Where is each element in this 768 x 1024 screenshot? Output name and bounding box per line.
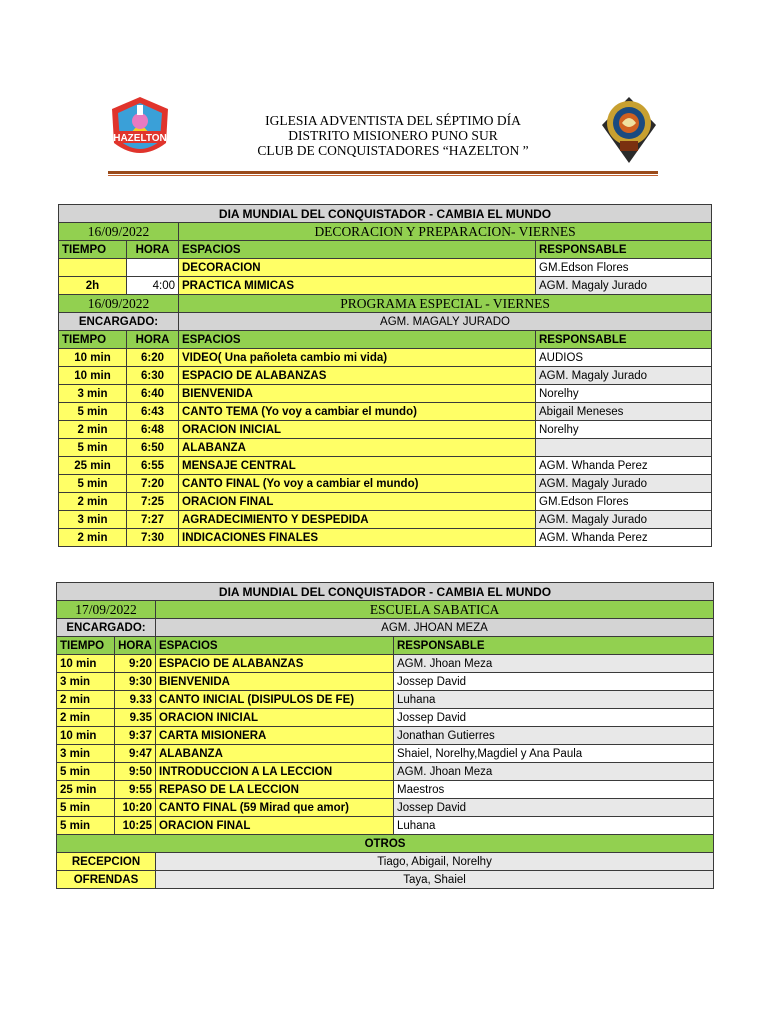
table-row [59,511,712,529]
tiempo-cell: 10 min [59,349,127,367]
club-name: CLUB DE CONQUISTADORES “HAZELTON ” [257,143,529,158]
section-date: 16/09/2022 [59,295,179,313]
encargado-value: AGM. MAGALY JURADO [179,313,712,331]
table-row [57,781,714,799]
table-row [57,727,714,745]
hora-cell: 6:50 [127,439,179,457]
section-date: 16/09/2022 [59,223,179,241]
espacio-cell: CARTA MISIONERA [156,727,394,745]
tiempo-cell: 25 min [59,457,127,475]
responsable-cell: GM.Edson Flores [536,259,712,277]
table-row [59,259,712,277]
hora-cell: 6:43 [127,403,179,421]
col-header-espacios: ESPACIOS [156,637,394,655]
espacio-cell: ORACION FINAL [156,817,394,835]
tiempo-cell: 10 min [57,655,115,673]
hora-cell: 7:30 [127,529,179,547]
responsable-cell [536,439,712,457]
friday-schedule-table [58,204,712,547]
tiempo-cell: 10 min [57,727,115,745]
table-row [57,709,714,727]
table-row [59,529,712,547]
responsable-cell: Maestros [394,781,714,799]
espacio-cell: CANTO TEMA (Yo voy a cambiar el mundo) [179,403,536,421]
table-row [57,655,714,673]
otros-value: Tiago, Abigail, Norelhy [156,853,714,871]
table-row [59,367,712,385]
table-row [59,403,712,421]
table-row [57,673,714,691]
col-header-hora: HORA [127,241,179,259]
espacio-cell: ESPACIO DE ALABANZAS [179,367,536,385]
espacio-cell: CANTO INICIAL (DISIPULOS DE FE) [156,691,394,709]
espacio-cell: CANTO FINAL (Yo voy a cambiar el mundo) [179,475,536,493]
responsable-cell: AGM. Magaly Jurado [536,475,712,493]
program-rows [59,349,712,547]
responsable-cell: GM.Edson Flores [536,493,712,511]
responsable-cell: Norelhy [536,421,712,439]
hora-cell: 6:40 [127,385,179,403]
church-name: IGLESIA ADVENTISTA DEL SÉPTIMO DÍA [265,113,521,128]
espacio-cell: ORACION INICIAL [179,421,536,439]
section-date: 17/09/2022 [57,601,156,619]
hora-cell: 6:30 [127,367,179,385]
col-header-responsable: RESPONSABLE [536,241,712,259]
table-row [59,421,712,439]
header-rule [108,171,658,174]
hora-cell: 9:30 [115,673,156,691]
espacio-cell: INDICACIONES FINALES [179,529,536,547]
table-row [59,475,712,493]
table-row [59,493,712,511]
column-header-row [59,331,712,349]
hora-cell: 9:37 [115,727,156,745]
hora-cell: 4:00 [127,277,179,295]
hora-cell: 6:20 [127,349,179,367]
espacio-cell: MENSAJE CENTRAL [179,457,536,475]
column-header-row [59,241,712,259]
tiempo-cell: 5 min [57,799,115,817]
section-header-row [59,295,712,313]
hora-cell: 9:50 [115,763,156,781]
hora-cell: 6:55 [127,457,179,475]
espacio-cell: VIDEO( Una pañoleta cambio mi vida) [179,349,536,367]
espacio-cell: ORACION FINAL [179,493,536,511]
table-row [59,349,712,367]
otros-header: OTROS [57,835,714,853]
hora-cell: 7:20 [127,475,179,493]
responsable-cell: Jossep David [394,673,714,691]
espacio-cell: ORACION INICIAL [156,709,394,727]
encargado-label: ENCARGADO: [59,313,179,331]
district-name: DISTRITO MISIONERO PUNO SUR [288,128,498,143]
section-name: PROGRAMA ESPECIAL - VIERNES [179,295,712,313]
hazelton-logo [108,95,172,165]
table-row [57,691,714,709]
espacio-cell: CANTO FINAL (59 Mirad que amor) [156,799,394,817]
tiempo-cell: 2h [59,277,127,295]
encargado-row [59,313,712,331]
table-row [59,385,712,403]
col-header-tiempo: TIEMPO [57,637,115,655]
responsable-cell: AUDIOS [536,349,712,367]
table-row [59,277,712,295]
espacio-cell: ALABANZA [179,439,536,457]
otros-row [57,853,714,871]
responsable-cell: Jonathan Gutierres [394,727,714,745]
hora-cell: 7:27 [127,511,179,529]
tiempo-cell: 2 min [59,493,127,511]
table-row [57,799,714,817]
responsable-cell: AGM. Magaly Jurado [536,277,712,295]
hora-cell: 9.35 [115,709,156,727]
tiempo-cell [59,259,127,277]
espacio-cell: INTRODUCCION A LA LECCION [156,763,394,781]
tiempo-cell: 10 min [59,367,127,385]
hora-cell: 9:55 [115,781,156,799]
table-row [59,439,712,457]
encargado-row [57,619,714,637]
table-title: DIA MUNDIAL DEL CONQUISTADOR - CAMBIA EL MUNDO [59,205,712,223]
hora-cell: 6:48 [127,421,179,439]
svg-text:HAZELTON: HAZELTON [113,133,167,144]
tiempo-cell: 2 min [59,421,127,439]
tiempo-cell: 5 min [59,403,127,421]
col-header-tiempo: TIEMPO [59,241,127,259]
tiempo-cell: 3 min [57,673,115,691]
hora-cell: 9:47 [115,745,156,763]
col-header-hora: HORA [127,331,179,349]
tiempo-cell: 5 min [59,439,127,457]
tiempo-cell: 3 min [57,745,115,763]
responsable-cell: Luhana [394,817,714,835]
escuela-rows [57,655,714,835]
otros-header-row [57,835,714,853]
espacio-cell: ALABANZA [156,745,394,763]
tiempo-cell: 5 min [57,763,115,781]
hora-cell [127,259,179,277]
espacio-cell: BIENVENIDA [156,673,394,691]
espacio-cell: AGRADECIMIENTO Y DESPEDIDA [179,511,536,529]
tiempo-cell: 2 min [57,709,115,727]
header-rule-thin [108,175,658,176]
table-row [57,763,714,781]
saturday-schedule-table [56,582,714,889]
espacio-cell: PRACTICA MIMICAS [179,277,536,295]
header-text [238,113,548,158]
encargado-label: ENCARGADO: [57,619,156,637]
table-row [59,457,712,475]
responsable-cell: Jossep David [394,799,714,817]
col-header-hora: HORA [115,637,156,655]
encargado-value: AGM. JHOAN MEZA [156,619,714,637]
otros-label: OFRENDAS [57,871,156,889]
hora-cell: 10:25 [115,817,156,835]
col-header-responsable: RESPONSABLE [536,331,712,349]
table-row [57,745,714,763]
section-name: ESCUELA SABATICA [156,601,714,619]
responsable-cell: AGM. Magaly Jurado [536,511,712,529]
espacio-cell: REPASO DE LA LECCION [156,781,394,799]
table-title: DIA MUNDIAL DEL CONQUISTADOR - CAMBIA EL MUNDO [57,583,714,601]
hora-cell: 9:20 [115,655,156,673]
responsable-cell: Abigail Meneses [536,403,712,421]
table-title-row [59,205,712,223]
col-header-espacios: ESPACIOS [179,241,536,259]
responsable-cell: Jossep David [394,709,714,727]
hora-cell: 10:20 [115,799,156,817]
otros-label: RECEPCION [57,853,156,871]
tiempo-cell: 5 min [59,475,127,493]
tiempo-cell: 3 min [59,511,127,529]
table-title-row [57,583,714,601]
col-header-tiempo: TIEMPO [59,331,127,349]
hora-cell: 7:25 [127,493,179,511]
espacio-cell: BIENVENIDA [179,385,536,403]
tiempo-cell: 5 min [57,817,115,835]
pathfinder-emblem-logo [598,95,660,165]
responsable-cell: Shaiel, Norelhy,Magdiel y Ana Paula [394,745,714,763]
tiempo-cell: 25 min [57,781,115,799]
responsable-cell: Luhana [394,691,714,709]
section-name: DECORACION Y PREPARACION- VIERNES [179,223,712,241]
section-header-row [59,223,712,241]
section-header-row [57,601,714,619]
tiempo-cell: 2 min [57,691,115,709]
otros-row [57,871,714,889]
table-row [57,817,714,835]
espacio-cell: DECORACION [179,259,536,277]
column-header-row [57,637,714,655]
col-header-responsable: RESPONSABLE [394,637,714,655]
espacio-cell: ESPACIO DE ALABANZAS [156,655,394,673]
hora-cell: 9.33 [115,691,156,709]
responsable-cell: AGM. Jhoan Meza [394,655,714,673]
responsable-cell: AGM. Magaly Jurado [536,367,712,385]
tiempo-cell: 2 min [59,529,127,547]
tiempo-cell: 3 min [59,385,127,403]
document-header [108,95,660,177]
col-header-espacios: ESPACIOS [179,331,536,349]
responsable-cell: AGM. Whanda Perez [536,529,712,547]
responsable-cell: Norelhy [536,385,712,403]
responsable-cell: AGM. Jhoan Meza [394,763,714,781]
otros-value: Taya, Shaiel [156,871,714,889]
responsable-cell: AGM. Whanda Perez [536,457,712,475]
